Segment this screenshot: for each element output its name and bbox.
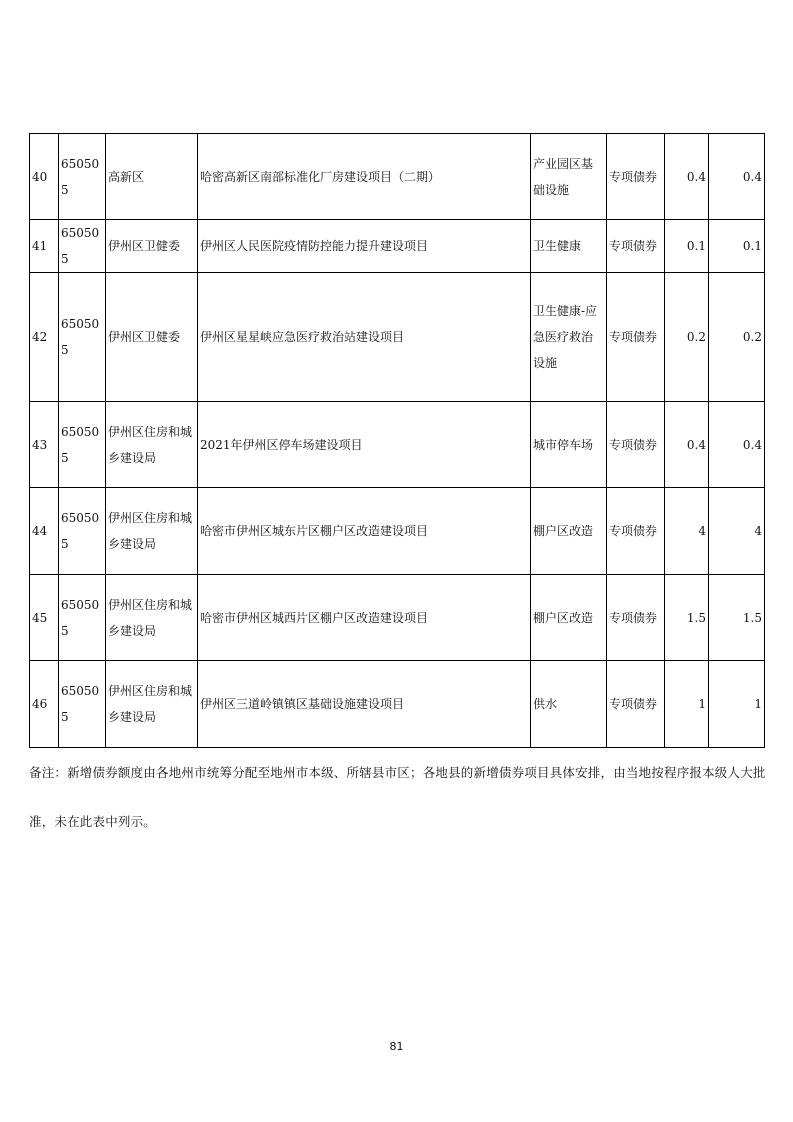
project-category: 城市停车场 <box>531 402 607 488</box>
bond-type: 专项债券 <box>607 402 665 488</box>
project-name: 哈密市伊州区城西片区棚户区改造建设项目 <box>198 575 531 661</box>
amount-2: 4 <box>709 488 765 575</box>
amount-1: 0.4 <box>665 402 709 488</box>
responsible-unit: 伊州区住房和城乡建设局 <box>106 661 198 748</box>
bond-type: 专项债券 <box>607 661 665 748</box>
amount-1: 1 <box>665 661 709 748</box>
region-code: 650505 <box>59 402 106 488</box>
project-name: 哈密高新区南部标准化厂房建设项目（二期） <box>198 134 531 220</box>
project-name: 2021年伊州区停车场建设项目 <box>198 402 531 488</box>
amount-1: 0.1 <box>665 220 709 273</box>
row-number: 42 <box>30 273 59 402</box>
table-row <box>30 575 765 661</box>
bond-type: 专项债券 <box>607 575 665 661</box>
bond-type: 专项债券 <box>607 273 665 402</box>
table-row <box>30 488 765 575</box>
amount-1: 1.5 <box>665 575 709 661</box>
responsible-unit: 伊州区住房和城乡建设局 <box>106 575 198 661</box>
region-code: 650505 <box>59 661 106 748</box>
project-name: 伊州区星星峡应急医疗救治站建设项目 <box>198 273 531 402</box>
bond-type: 专项债券 <box>607 488 665 575</box>
responsible-unit: 伊州区卫健委 <box>106 273 198 402</box>
project-name: 伊州区人民医院疫情防控能力提升建设项目 <box>198 220 531 273</box>
bond-type: 专项债券 <box>607 220 665 273</box>
page-number: 81 <box>389 1040 404 1053</box>
bond-project-table <box>29 133 765 748</box>
region-code: 650505 <box>59 220 106 273</box>
responsible-unit: 伊州区住房和城乡建设局 <box>106 488 198 575</box>
amount-1: 0.2 <box>665 273 709 402</box>
amount-2: 0.4 <box>709 134 765 220</box>
amount-2: 1 <box>709 661 765 748</box>
row-number: 41 <box>30 220 59 273</box>
row-number: 46 <box>30 661 59 748</box>
project-category: 棚户区改造 <box>531 488 607 575</box>
project-category: 供水 <box>531 661 607 748</box>
row-number: 44 <box>30 488 59 575</box>
row-number: 43 <box>30 402 59 488</box>
row-number: 40 <box>30 134 59 220</box>
project-name: 哈密市伊州区城东片区棚户区改造建设项目 <box>198 488 531 575</box>
table-row <box>30 134 765 220</box>
amount-1: 4 <box>665 488 709 575</box>
project-category: 棚户区改造 <box>531 575 607 661</box>
amount-1: 0.4 <box>665 134 709 220</box>
responsible-unit: 伊州区住房和城乡建设局 <box>106 402 198 488</box>
region-code: 650505 <box>59 273 106 402</box>
table-row <box>30 220 765 273</box>
project-category: 产业园区基础设施 <box>531 134 607 220</box>
row-number: 45 <box>30 575 59 661</box>
region-code: 650505 <box>59 488 106 575</box>
table-row <box>30 661 765 748</box>
project-category: 卫生健康 <box>531 220 607 273</box>
amount-2: 1.5 <box>709 575 765 661</box>
amount-2: 0.4 <box>709 402 765 488</box>
bond-type: 专项债券 <box>607 134 665 220</box>
region-code: 650505 <box>59 575 106 661</box>
table-row <box>30 273 765 402</box>
amount-2: 0.1 <box>709 220 765 273</box>
responsible-unit: 高新区 <box>106 134 198 220</box>
table-row <box>30 402 765 488</box>
footnote-remark: 备注：新增债券额度由各地州市统筹分配至地州市本级、所辖县市区；各地县的新增债券项目具体安排，由当地按程序报本级人大批准，未在此表中列示。 <box>29 765 766 829</box>
project-name: 伊州区三道岭镇镇区基础设施建设项目 <box>198 661 531 748</box>
region-code: 650505 <box>59 134 106 220</box>
project-category: 卫生健康-应急医疗救治设施 <box>531 273 607 402</box>
responsible-unit: 伊州区卫健委 <box>106 220 198 273</box>
amount-2: 0.2 <box>709 273 765 402</box>
